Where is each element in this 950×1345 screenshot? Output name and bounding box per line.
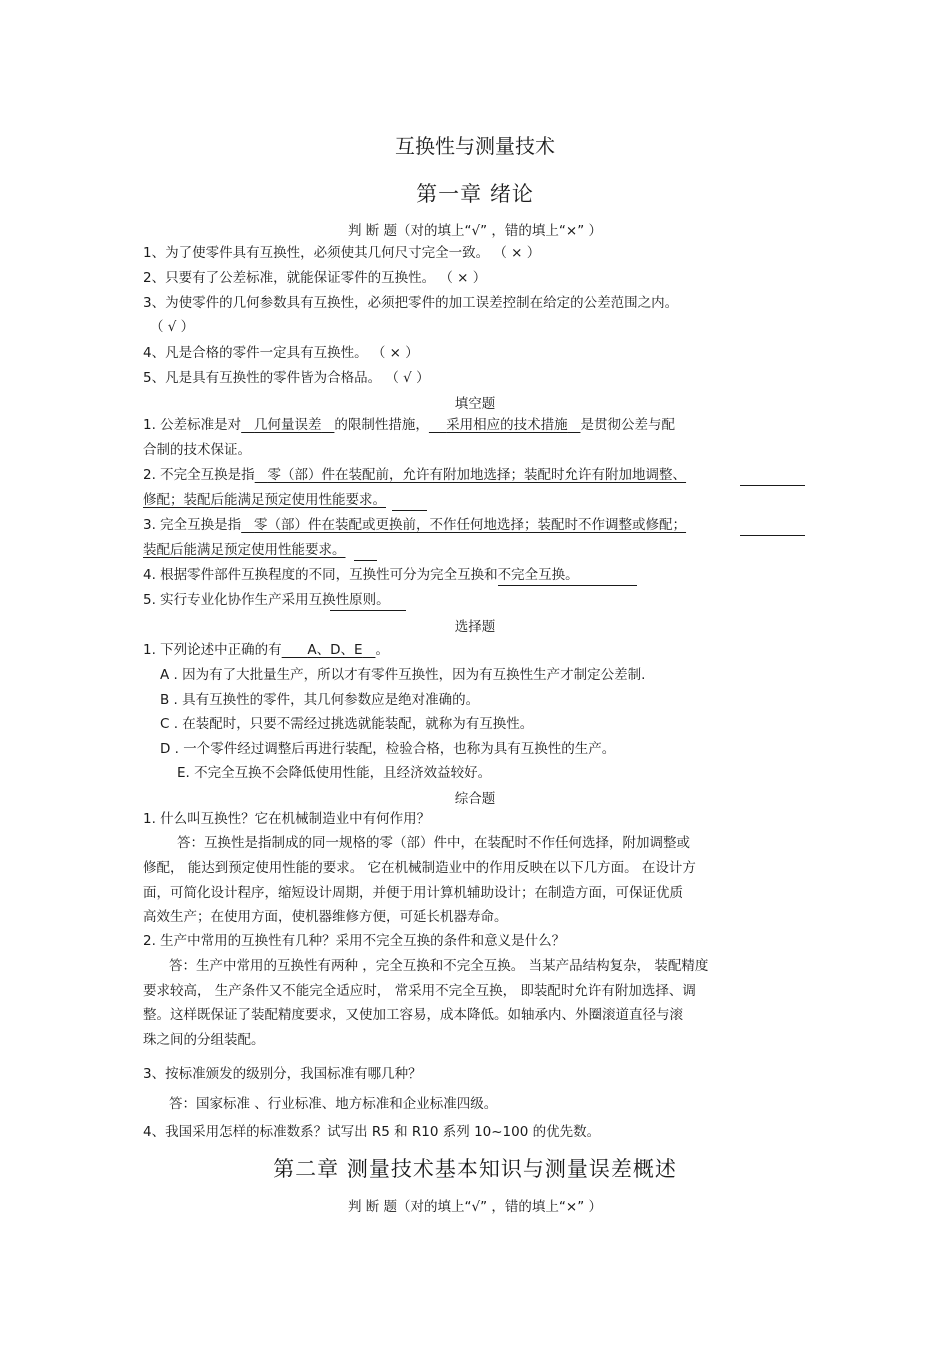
fill-2-line2-rule bbox=[392, 510, 427, 511]
fill-3-answer-rule bbox=[740, 535, 805, 536]
comp-answer-2-line3: 整。这样既保证了装配精度要求，又使加工容易，成本降低。如轴承内、外圈滚道直径与滚 bbox=[143, 1007, 683, 1023]
comprehensive-heading: 综合题 bbox=[454, 791, 496, 807]
choice-option-a: A . 因为有了大批量生产，所以才有零件互换性，因为有互换性生产才制定公差制. bbox=[160, 667, 646, 683]
comp-answer-1-line3: 面，可简化设计程序，缩短设计周期，并便于用计算机辅助设计；在制造方面，可保证优质 bbox=[143, 885, 683, 901]
fill-4-answer-rule bbox=[498, 585, 637, 586]
comp-question-1: 1. 什么叫互换性？它在机械制造业中有何作用？ bbox=[143, 811, 431, 827]
comp-answer-2-line2: 要求较高， 生产条件又不能完全适应时， 常采用不完全互换， 即装配时允许有附加选择、调 bbox=[143, 983, 696, 999]
fill-item-5: 5. 实行专业化协作生产采用互换性原则。 bbox=[143, 592, 390, 608]
comp-answer-3: 答：国家标准 、行业标准、地方标准和企业标准四级。 bbox=[169, 1096, 498, 1112]
chapter2-judge-heading: 判 断 题（对的填上“√” ，错的填上“×” ） bbox=[347, 1199, 603, 1215]
comp-answer-2-line4: 珠之间的分组装配。 bbox=[143, 1032, 265, 1048]
choice-option-e: E. 不完全互换不会降低使用性能，且经济效益较好。 bbox=[177, 765, 492, 781]
comp-question-4: 4、我国采用怎样的标准数系？试写出 R5 和 R10 系列 10~100 的优先数。 bbox=[143, 1124, 601, 1140]
chapter1-heading: 第一章 绪论 bbox=[416, 182, 534, 206]
judge-item-3: 3、为使零件的几何参数具有互换性，必须把零件的加工误差控制在给定的公差范围之内。 bbox=[143, 295, 679, 311]
fill-item-3-line2: 装配后能满足预定使用性能要求。 bbox=[143, 542, 346, 558]
choice-1-text: 1. 下列论述中正确的有 bbox=[143, 642, 282, 658]
fill-item-4: 4. 根据零件部件互换程度的不同，互换性可分为完全互换和不完全互换。 bbox=[143, 567, 579, 583]
fill-2-answer: 零（部）件在装配前，允许有附加地选择；装配时允许有附加地调整、 bbox=[267, 467, 687, 483]
judge-item-3-answer: （ √ ） bbox=[150, 319, 195, 335]
fill-item-1 bbox=[143, 416, 675, 434]
choice-heading: 选择题 bbox=[454, 619, 496, 635]
comp-question-2: 2. 生产中常用的互换性有几种？采用不完全互换的条件和意义是什么？ bbox=[143, 933, 566, 949]
fill-1-text-c: 是贯彻公差与配 bbox=[580, 417, 675, 433]
fill-item-3 bbox=[143, 516, 686, 534]
comp-answer-1-line1: 答：互换性是指制成的同一规格的零（部）件中，在装配时不作任何选择，附加调整或 bbox=[177, 835, 690, 851]
fill-item-2 bbox=[143, 466, 686, 484]
choice-option-d: D . 一个零件经过调整后再进行装配，检验合格，也称为具有互换性的生产。 bbox=[160, 741, 616, 757]
choice-1-answer: A、D、E bbox=[307, 642, 363, 658]
comp-answer-1-line2: 修配， 能达到预定使用性能的要求。 它在机械制造业中的作用反映在以下几方面。 在设计方 bbox=[143, 860, 696, 876]
fill-2-text: 2. 不完全互换是指 bbox=[143, 467, 255, 483]
fill-item-1-line2: 合制的技术保证。 bbox=[143, 442, 251, 458]
fill-heading: 填空题 bbox=[454, 396, 496, 412]
fill-3-answer: 零（部）件在装配或更换前，不作任何地选择；装配时不作调整或修配； bbox=[254, 517, 687, 533]
comp-question-3: 3、按标准颁发的级别分，我国标准有哪几种？ bbox=[143, 1066, 422, 1082]
fill-1-answer-a: 几何量误差 bbox=[254, 417, 322, 433]
chapter2-heading: 第二章 测量技术基本知识与测量误差概述 bbox=[273, 1157, 677, 1181]
fill-1-answer-b: 采用相应的技术措施 bbox=[446, 417, 568, 433]
judge-item-2: 2、只要有了公差标准，就能保证零件的互换性。 （ × ） bbox=[143, 270, 487, 286]
choice-option-c: C . 在装配时，只要不需经过挑选就能装配，就称为有互换性。 bbox=[160, 716, 534, 732]
judge-item-5: 5、凡是具有互换性的零件皆为合格品。 （ √ ） bbox=[143, 370, 430, 386]
chapter1-judge-heading: 判 断 题（对的填上“√” ，错的填上“×” ） bbox=[347, 223, 603, 239]
fill-item-2-line2: 修配；装配后能满足预定使用性能要求。 bbox=[143, 492, 386, 508]
fill-2-answer-rule bbox=[740, 485, 805, 486]
fill-1-text-b: 的限制性措施， bbox=[334, 417, 429, 433]
choice-option-b: B . 具有互换性的零件，其几何参数应是绝对准确的。 bbox=[160, 692, 480, 708]
fill-3-text: 3. 完全互换是指 bbox=[143, 517, 242, 533]
fill-5-answer-rule bbox=[330, 610, 406, 611]
comp-answer-2-line1: 答：生产中常用的互换性有两种 ，完全互换和不完全互换。 当某产品结构复杂， 装配精度 bbox=[169, 958, 709, 974]
choice-1-end: 。 bbox=[375, 642, 389, 658]
judge-item-4: 4、凡是合格的零件一定具有互换性。 （ × ） bbox=[143, 345, 419, 361]
document-title: 互换性与测量技术 bbox=[395, 134, 555, 158]
comp-answer-1-line4: 高效生产；在使用方面，使机器维修方便，可延长机器寿命。 bbox=[143, 909, 508, 925]
judge-item-1: 1、为了使零件具有互换性，必须使其几何尺寸完全一致。 （ × ） bbox=[143, 245, 541, 261]
choice-item-1 bbox=[143, 641, 389, 659]
fill-3-line2-rule bbox=[354, 560, 377, 561]
fill-1-text-a: 1. 公差标准是对 bbox=[143, 417, 242, 433]
